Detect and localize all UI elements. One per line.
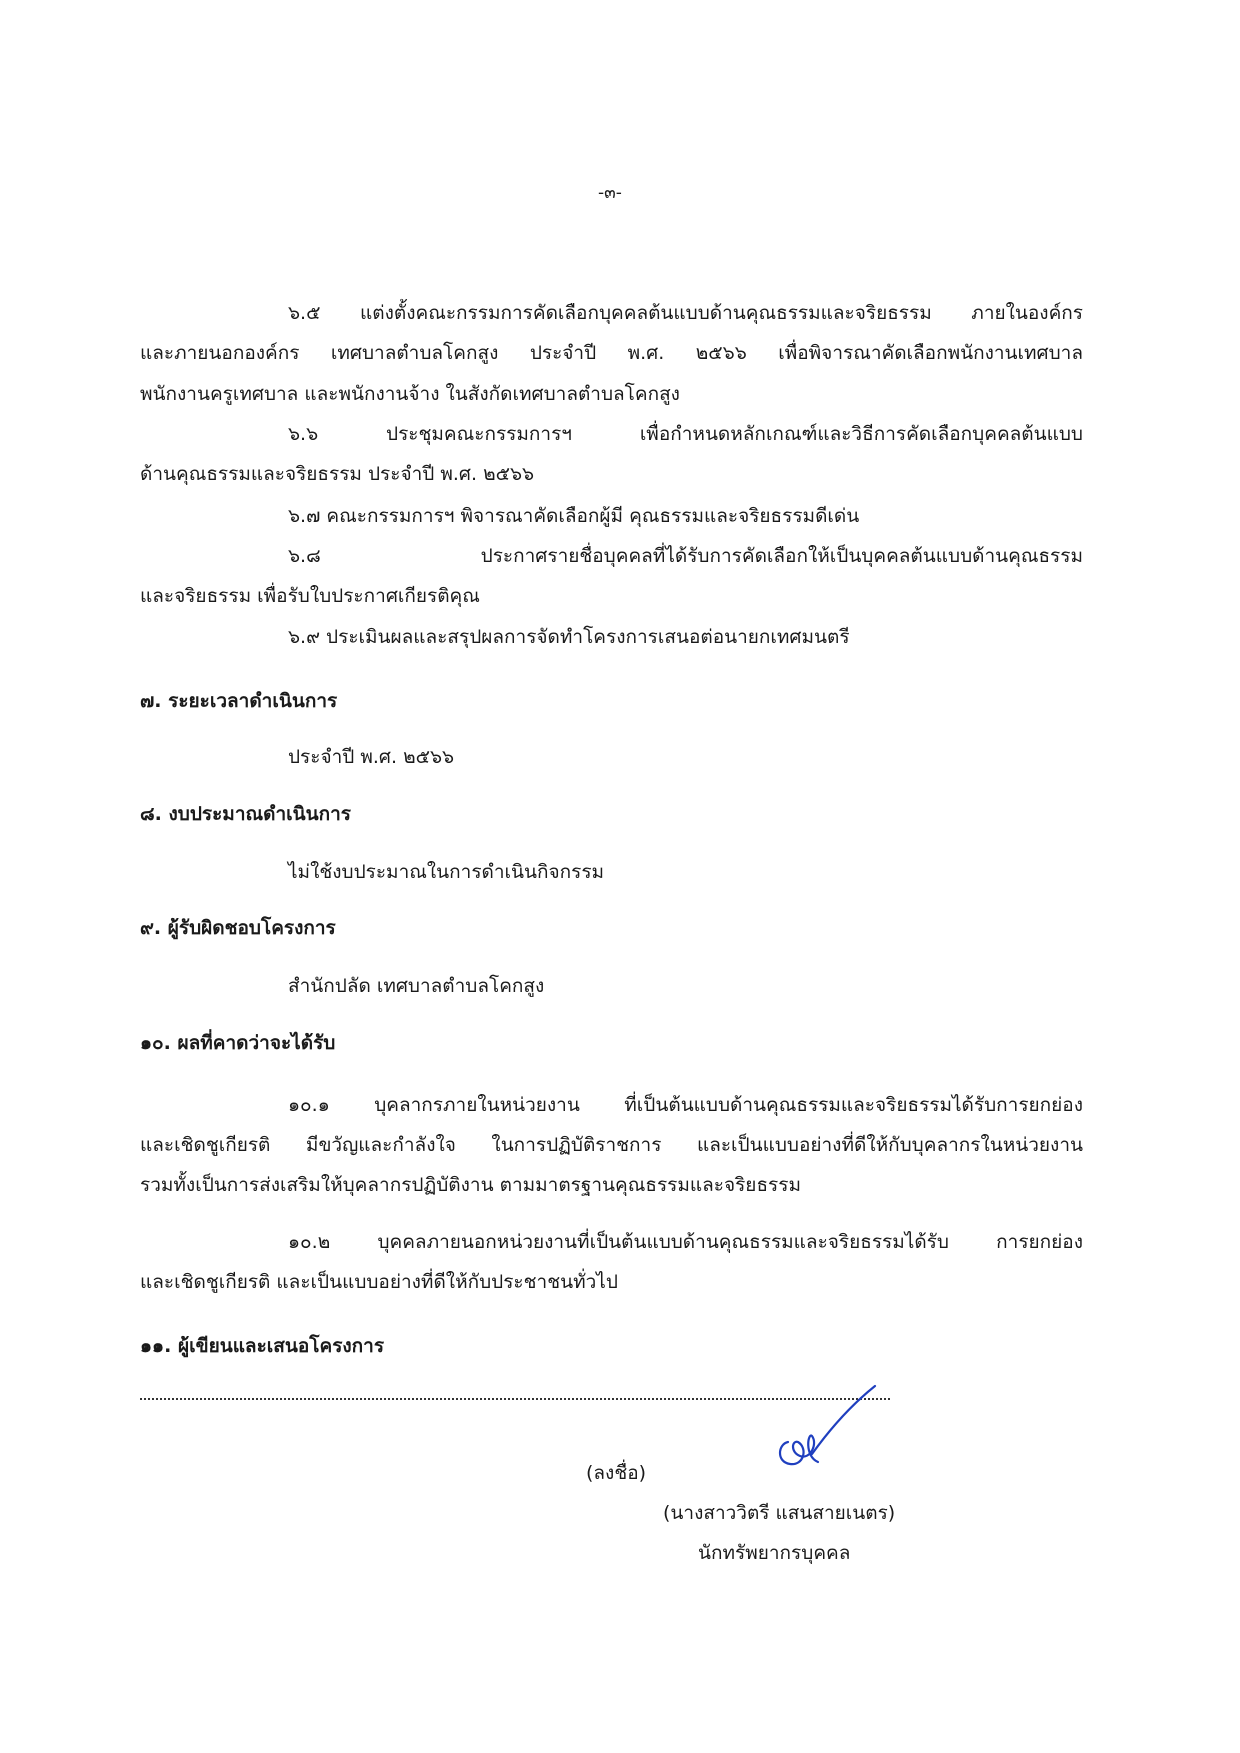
section-7-body: ประจำปี พ.ศ. ๒๕๖๖	[288, 746, 455, 768]
section-8-heading: ๘. งบประมาณดำเนินการ	[140, 803, 351, 825]
activity-6-9: ๖.๙ ประเมินผลและสรุปผลการจัดทำโครงการเสนอต่อนายกเทศมนตรี	[288, 626, 850, 648]
signatory-position: นักทรัพยากรบุคคล	[698, 1542, 851, 1564]
section-10-1-line-3: รวมทั้งเป็นการส่งเสริมให้บุคลากรปฏิบัติงาน ตามมาตรฐานคุณธรรมและจริยธรรม	[140, 1174, 801, 1196]
section-10-1-line-2: และเชิดชูเกียรติ มีขวัญและกำลังใจ ในการปฏิบัติราชการ และเป็นแบบอย่างที่ดีให้กับบุคลากรในหน่วยงาน	[140, 1134, 1083, 1156]
activity-6-8-line-2: และจริยธรรม เพื่อรับใบประกาศเกียรติคุณ	[140, 585, 480, 607]
activity-6-6-line-2: ด้านคุณธรรมและจริยธรรม ประจำปี พ.ศ. ๒๕๖๖	[140, 463, 535, 485]
activity-6-6-line-1: ๖.๖ ประชุมคณะกรรมการฯ เพื่อกำหนดหลักเกณฑ์และวิธีการคัดเลือกบุคคลต้นแบบ	[288, 423, 1083, 445]
handwritten-signature	[760, 1382, 880, 1482]
activity-6-5-line-3: พนักงานครูเทศบาล และพนักงานจ้าง ในสังกัดเทศบาลตำบลโคกสูง	[140, 383, 680, 405]
activity-6-7: ๖.๗ คณะกรรมการฯ พิจารณาคัดเลือกผู้มี คุณธรรมและจริยธรรมดีเด่น	[288, 505, 860, 527]
sign-label: (ลงชื่อ)	[586, 1462, 647, 1484]
activity-6-5-line-2: และภายนอกองค์กร เทศบาลตำบลโคกสูง ประจำปี พ.ศ. ๒๕๖๖ เพื่อพิจารณาคัดเลือกพนักงานเทศบาล	[140, 342, 1083, 364]
section-9-body: สำนักปลัด เทศบาลตำบลโคกสูง	[288, 975, 545, 997]
activity-6-5-line-1: ๖.๕ แต่งตั้งคณะกรรมการคัดเลือกบุคคลต้นแบบด้านคุณธรรมและจริยธรรม ภายในองค์กร	[288, 302, 1083, 324]
section-10-2-line-2: และเชิดชูเกียรติ และเป็นแบบอย่างที่ดีให้กับประชาชนทั่วไป	[140, 1271, 618, 1293]
section-9-heading: ๙. ผู้รับผิดชอบโครงการ	[140, 917, 336, 939]
page-number: -๓-	[598, 183, 622, 203]
signatory-name: (นางสาววิตรี แสนสายเนตร)	[663, 1502, 896, 1524]
section-10-2-line-1: ๑๐.๒ บุคคลภายนอกหน่วยงานที่เป็นต้นแบบด้านคุณธรรมและจริยธรรมได้รับ การยกย่อง	[288, 1231, 1083, 1253]
section-11-heading: ๑๑. ผู้เขียนและเสนอโครงการ	[140, 1335, 385, 1357]
section-7-heading: ๗. ระยะเวลาดำเนินการ	[140, 690, 338, 712]
section-10-1-line-1: ๑๐.๑ บุคลากรภายในหน่วยงาน ที่เป็นต้นแบบด้านคุณธรรมและจริยธรรมได้รับการยกย่อง	[288, 1094, 1083, 1116]
activity-6-8-line-1: ๖.๘ ประกาศรายชื่อบุคคลที่ได้รับการคัดเลือกให้เป็นบุคคลต้นแบบด้านคุณธรรม	[288, 545, 1083, 567]
section-8-body: ไม่ใช้งบประมาณในการดำเนินกิจกรรม	[288, 861, 605, 883]
section-10-heading: ๑๐. ผลที่คาดว่าจะได้รับ	[140, 1032, 336, 1054]
